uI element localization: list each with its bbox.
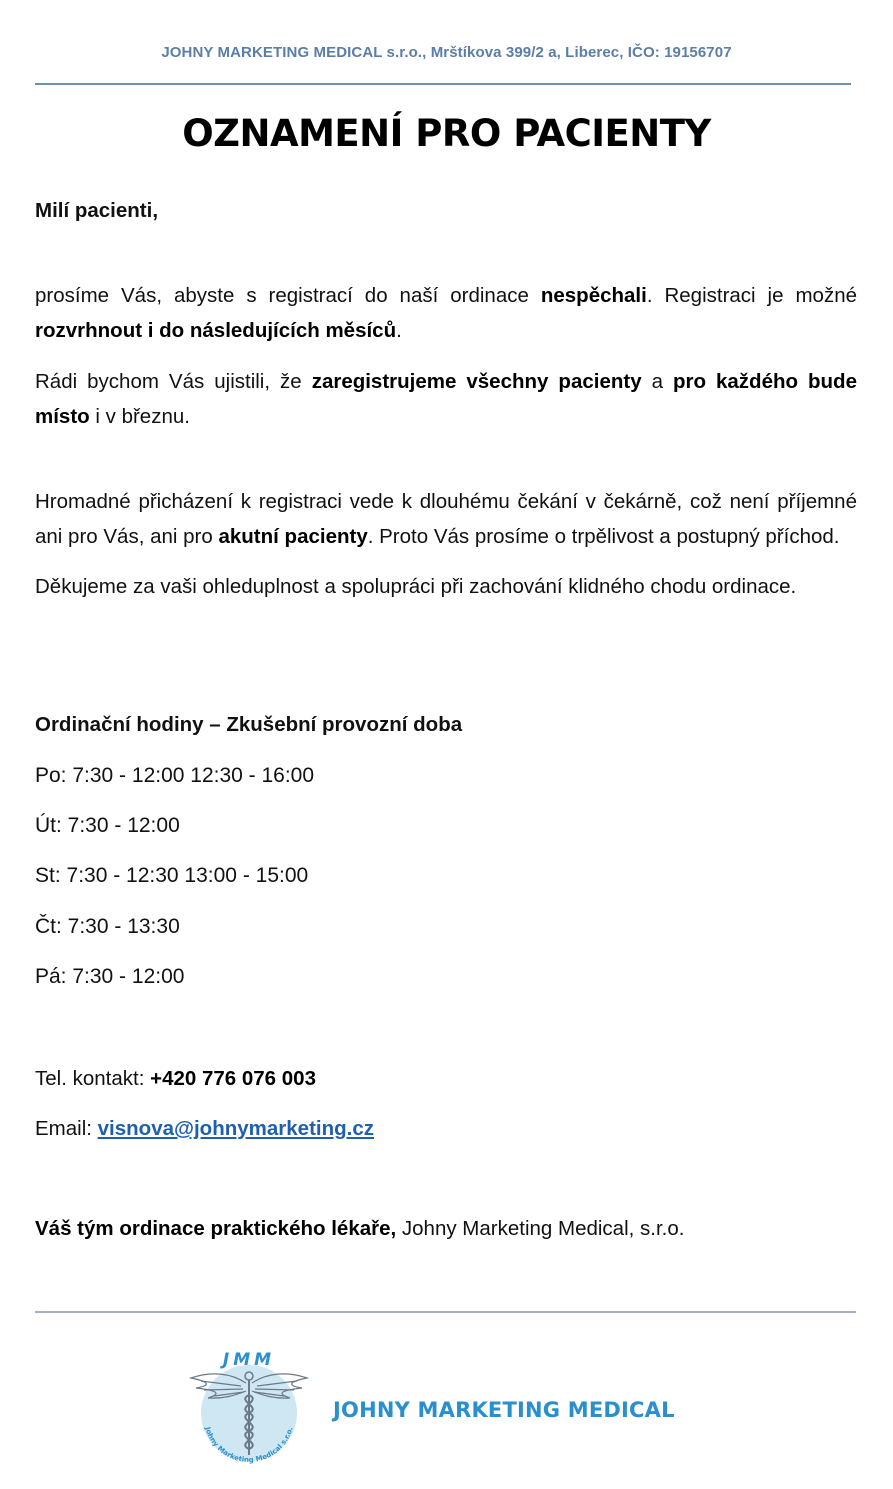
emphasis: zaregistrujeme všechny pacienty (311, 370, 642, 393)
logo-ring-text: Johny Marketing Medical s.r.o. (203, 1426, 295, 1465)
phone-contact (35, 1061, 857, 1096)
email-link[interactable]: visnova@johnymarketing.cz (97, 1117, 374, 1140)
paragraph-3 (35, 484, 857, 554)
text: Hromadné přicházení k registraci vede k dlouhému čekání v čekárně, což není příjemné ani pro Vás, ani pro (35, 490, 857, 548)
emphasis: pro každého bude místo (35, 370, 857, 428)
paragraph-4: Děkujeme za vaši ohleduplnost a spolupráci při zachování klidného chodu ordinace. (35, 575, 797, 598)
hours-row-monday: Po: 7:30 - 12:00 12:30 - 16:00 (35, 764, 315, 787)
emphasis: rozvrhnout i do následujících měsíců (35, 319, 397, 342)
hours-row-wednesday: St: 7:30 - 12:30 13:00 - 15:00 (35, 864, 309, 887)
paragraph-2 (35, 364, 857, 434)
greeting: Milí pacienti, (35, 199, 159, 222)
text: . Registraci je možné (646, 284, 857, 307)
svg-text:JMM: JMM (222, 1350, 276, 1370)
text: . Proto Vás prosíme o trpělivost a postupný příchod. (367, 525, 840, 548)
text: . (396, 319, 402, 342)
header-divider (35, 83, 851, 85)
text: Rádi bychom Vás ujistili, že (35, 370, 312, 393)
paragraph-1 (35, 278, 857, 348)
text: a (641, 370, 673, 393)
text: prosíme Vás, abyste s registrací do naší ordinace (35, 284, 541, 307)
signature-team: Váš tým ordinace praktického lékaře, (35, 1217, 397, 1240)
email-contact (35, 1111, 857, 1146)
letterhead-company: JOHNY MARKETING MEDICAL (161, 44, 383, 61)
letterhead (0, 44, 893, 61)
emphasis: nespěchali (540, 284, 647, 307)
emphasis: akutní pacienty (218, 525, 368, 548)
text: i v březnu. (89, 405, 190, 428)
phone-number: +420 776 076 003 (150, 1067, 316, 1090)
hours-row-friday: Pá: 7:30 - 12:00 (35, 965, 185, 988)
signature (35, 1211, 857, 1246)
letterhead-address: s.r.o., Mrštíkova 399/2 a, Liberec, IČO: 19156707 (382, 44, 732, 61)
hours-row-thursday: Čt: 7:30 - 13:30 (35, 915, 180, 938)
brand-name: JOHNY MARKETING MEDICAL (333, 1398, 675, 1422)
caduceus-logo-icon (186, 1343, 312, 1471)
hours-row-tuesday: Út: 7:30 - 12:00 (35, 814, 180, 837)
phone-label: Tel. kontakt: (35, 1067, 151, 1090)
footer-divider (35, 1311, 856, 1313)
page-title: OZNAMENÍ PRO PACIENTY (182, 112, 711, 155)
hours-heading: Ordinační hodiny – Zkušební provozní doba (35, 713, 463, 736)
email-label: Email: (35, 1117, 98, 1140)
signature-company: Johny Marketing Medical, s.r.o. (396, 1217, 685, 1240)
